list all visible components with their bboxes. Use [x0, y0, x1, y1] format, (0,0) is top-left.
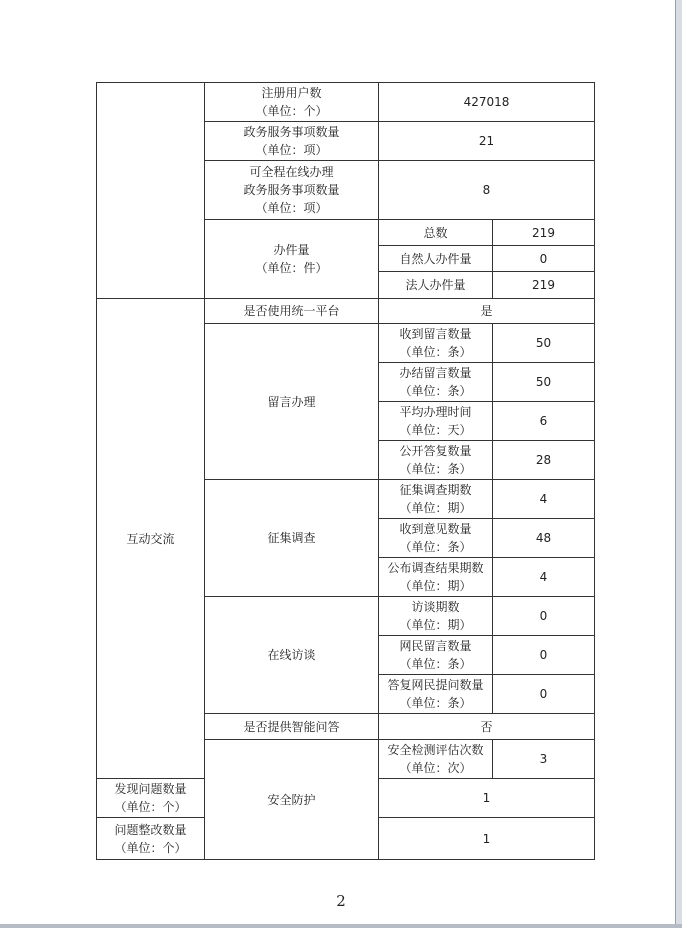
statistics-table [96, 82, 595, 860]
label-interview: 在线访谈 [205, 597, 379, 714]
label-survey-periods: 征集调查期数 （单位：期） [379, 480, 493, 519]
value-security-issues: 1 [379, 779, 595, 818]
window-bottom-border [0, 924, 682, 928]
section-cell-blank [97, 83, 205, 299]
value-interview-messages: 0 [493, 636, 595, 675]
value-survey-opinions: 48 [493, 519, 595, 558]
label-survey-opinions: 收到意见数量 （单位：条） [379, 519, 493, 558]
label-messages-avg-time: 平均办理时间 （单位：天） [379, 402, 493, 441]
label-registered-users: 注册用户数 （单位：个） [205, 83, 379, 122]
label-security-checks: 安全检测评估次数 （单位：次） [379, 740, 493, 779]
label-messages-closed: 办结留言数量 （单位：条） [379, 363, 493, 402]
value-security-checks: 3 [493, 740, 595, 779]
value-survey-results: 4 [493, 558, 595, 597]
value-cases-natural: 0 [493, 246, 595, 272]
value-messages-closed: 50 [493, 363, 595, 402]
value-cases-legal: 219 [493, 272, 595, 299]
value-smart-qa: 否 [379, 714, 595, 740]
label-online-items: 可全程在线办理 政务服务事项数量 （单位：项） [205, 161, 379, 220]
page-number: 2 [336, 892, 346, 910]
table-row [97, 83, 595, 122]
label-service-items: 政务服务事项数量 （单位：项） [205, 122, 379, 161]
label-messages-received: 收到留言数量 （单位：条） [379, 324, 493, 363]
section-interaction: 互动交流 [97, 299, 205, 779]
value-interview-answers: 0 [493, 675, 595, 714]
value-messages-received: 50 [493, 324, 595, 363]
label-cases: 办件量 （单位：件） [205, 220, 379, 299]
value-cases-total: 219 [493, 220, 595, 246]
label-security-fixed: 问题整改数量 （单位：个） [97, 818, 205, 860]
label-messages-public: 公开答复数量 （单位：条） [379, 441, 493, 480]
label-interview-messages: 网民留言数量 （单位：条） [379, 636, 493, 675]
value-survey-periods: 4 [493, 480, 595, 519]
label-survey: 征集调查 [205, 480, 379, 597]
value-security-fixed: 1 [379, 818, 595, 860]
label-unified-platform: 是否使用统一平台 [205, 299, 379, 324]
label-cases-total: 总数 [379, 220, 493, 246]
label-security-issues: 发现问题数量 （单位：个） [97, 779, 205, 818]
value-registered-users: 427018 [379, 83, 595, 122]
label-messages: 留言办理 [205, 324, 379, 480]
value-interview-periods: 0 [493, 597, 595, 636]
label-cases-natural: 自然人办件量 [379, 246, 493, 272]
page-edge [675, 0, 682, 928]
table-row [97, 299, 595, 324]
value-service-items: 21 [379, 122, 595, 161]
value-unified-platform: 是 [379, 299, 595, 324]
section-security: 安全防护 [205, 740, 379, 860]
label-survey-results: 公布调查结果期数 （单位：期） [379, 558, 493, 597]
value-online-items: 8 [379, 161, 595, 220]
label-interview-answers: 答复网民提问数量 （单位：条） [379, 675, 493, 714]
value-messages-avg-time: 6 [493, 402, 595, 441]
label-interview-periods: 访谈期数 （单位：期） [379, 597, 493, 636]
label-smart-qa: 是否提供智能问答 [205, 714, 379, 740]
label-cases-legal: 法人办件量 [379, 272, 493, 299]
value-messages-public: 28 [493, 441, 595, 480]
